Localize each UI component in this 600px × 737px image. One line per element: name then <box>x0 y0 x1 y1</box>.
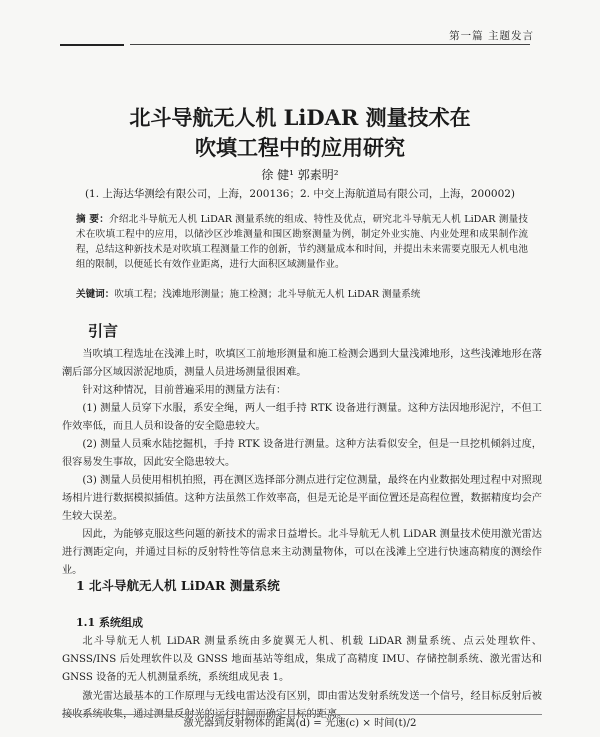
subsection-heading-1-1: 1.1 系统组成 <box>76 616 143 629</box>
authors: 徐 健¹ 郭素明² <box>261 168 339 182</box>
section-heading-intro: 引言 <box>88 322 119 340</box>
paper-title-line-2: 吹填工程中的应用研究 <box>195 135 405 160</box>
paragraph: 因此，为能够克服这些问题的新技术的需求日益增长。北斗导航无人机 LiDAR 测量技术使用激光雷达进行测距定向，并通过目标的反射特性等信息来主动测量物体，可以在浅滩上空进行快速高精度的测绘作业。 <box>62 529 542 576</box>
paragraph: 针对这种情况，目前普遍采用的测量方法有： <box>82 385 287 396</box>
abstract-label: 摘 要： <box>76 214 110 225</box>
running-header: 第一篇 主题发言 <box>449 30 534 42</box>
section-heading-1: 1 北斗导航无人机 LiDAR 测量系统 <box>76 578 280 593</box>
header-rule <box>60 44 124 46</box>
paragraph: 北斗导航无人机 LiDAR 测量系统由多旋翼无人机、机载 LiDAR 测量系统、点云处理软件、GNSS/INS 后处理软件以及 GNSS 地面基站等组成，集成了高精度 IMU、存储控制系统、激光雷达和 GNSS 设备的无人机测量系统，系统组成见表 1。 <box>62 636 542 683</box>
keywords-text: 吹填工程；浅滩地形测量；施工检测；北斗导航无人机 LiDAR 测量系统 <box>114 289 421 300</box>
paragraph: (1) 测量人员穿下水服，系安全绳，两人一组手持 RTK 设备进行测量。这种方法因地形泥泞，不但工作效率低，而且人员和设备的安全隐患较大。 <box>62 403 542 432</box>
paragraph: 激光雷达最基本的工作原理与无线电雷达没有区别，即由雷达发射系统发送一个信号，经目标反射后被接收系统收集，通过测量反射光的运行时间而确定目标的距离。 <box>62 691 542 720</box>
keywords-label: 关键词： <box>76 289 115 300</box>
distance-equation: 激光器到反射物体的距离(d) = 光速(c) × 时间(t)/2 <box>183 718 417 729</box>
paragraph: (2) 测量人员乘水陆挖掘机，手持 RTK 设备进行测量。这种方法看似安全，但是一旦挖机倾斜过度，很容易发生事故，因此安全隐患较大。 <box>62 439 542 468</box>
header-rule <box>130 44 530 45</box>
keywords <box>76 287 528 302</box>
paragraph: 当吹填工程选址在浅滩上时，吹填区工前地形测量和施工检测会遇到大量浅滩地形，这些浅滩地形在落潮后部分区域因淤泥地质，测量人员进场测量很困难。 <box>62 349 542 378</box>
paragraph: (3) 测量人员使用相机拍照，再在测区选择部分测点进行定位测量，最终在内业数据处理过程中对照现场相片进行数据模拟插值。这种方法虽然工作效率高，但是无论是平面位置还是高程位置，数据精度均会产生较大误差。 <box>62 475 542 522</box>
abstract-text: 介绍北斗导航无人机 LiDAR 测量系统的组成、特性及优点，研究北斗导航无人机 LiDAR 测量技术在吹填工程中的应用，以储沙区沙堆测量和围区勘察测量为例，制定外业实施、内业处理和成果制作流程，总结这种新技术是对吹填工程测量工作的创新，节约测量成本和时间，并提出未来需要克服无人机电池组的限制，以便延长有效作业距离，进行大面积区域测量作业。 <box>76 214 528 270</box>
affiliation: (1. 上海达华测绘有限公司，上海，200136；2. 中交上海航道局有限公司，上海，200002) <box>84 188 516 200</box>
paper-title-line-1: 北斗导航无人机 LiDAR 测量技术在 <box>129 105 471 130</box>
abstract <box>76 212 528 272</box>
